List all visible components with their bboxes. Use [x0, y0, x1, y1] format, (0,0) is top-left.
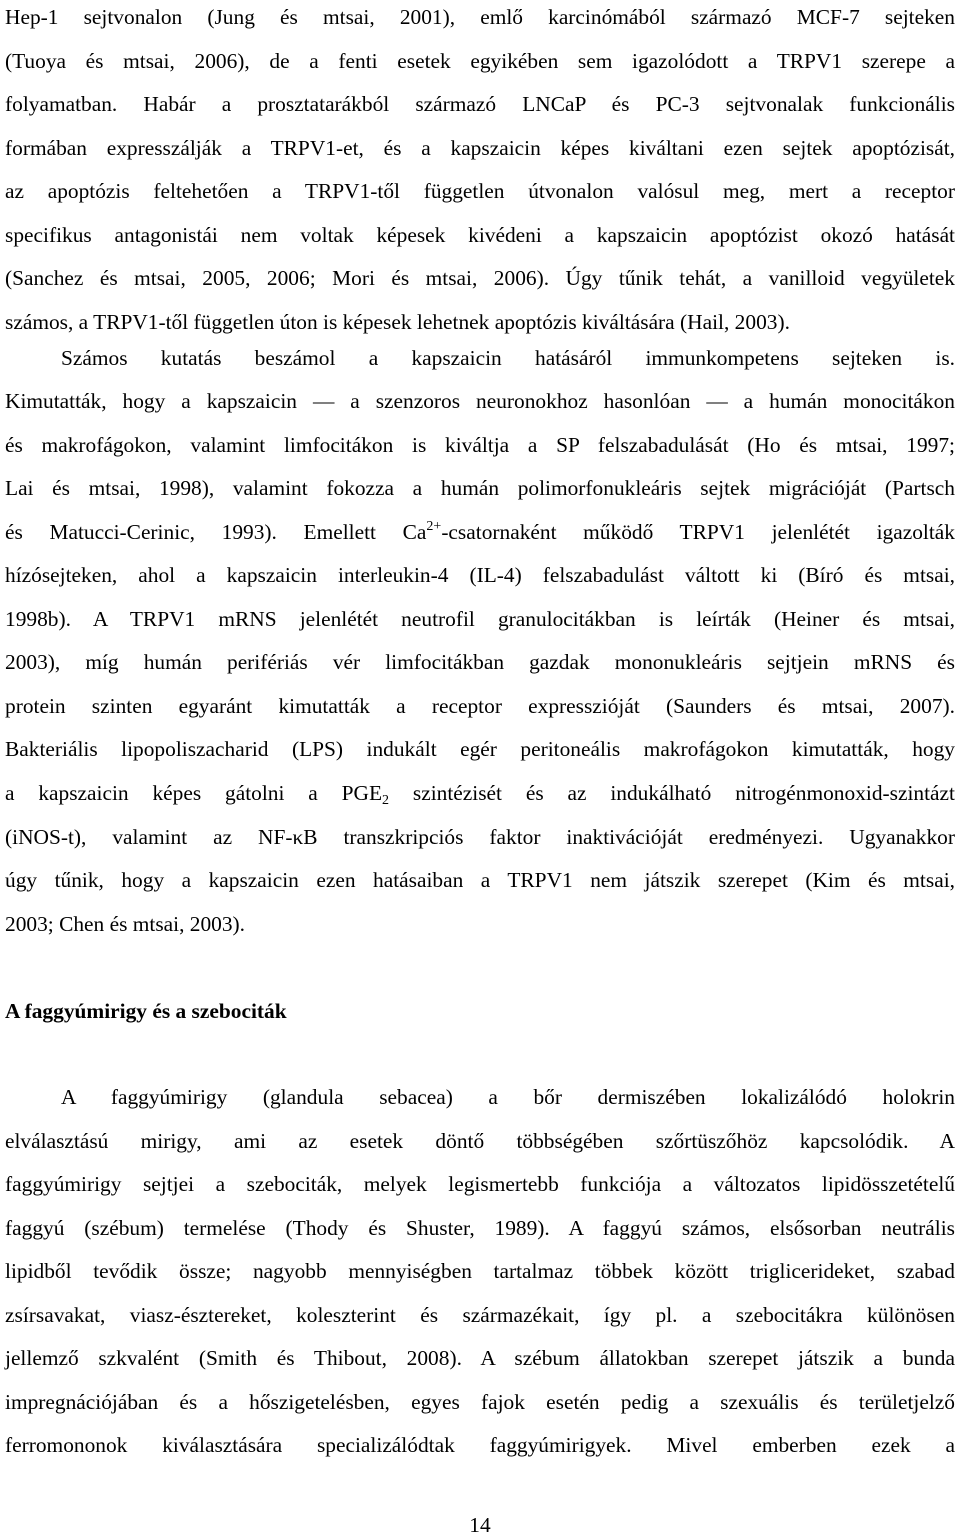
text-line: impregnációjában és a hőszigetelésben, egyes fajok esetén pedig a szexuális és területjelző: [5, 1389, 955, 1414]
text-line: formában expresszálják a TRPV1-et, és a kapszaicin képes kiváltani ezen sejtek apoptózisát,: [5, 135, 955, 160]
text-line: specifikus antagonistái nem voltak képesek kivédeni a kapszaicin apoptózist okozó hatását: [5, 222, 955, 247]
text-line: Hep-1 sejtvonalon (Jung és mtsai, 2001), emlő karcinómából származó MCF-7 sejteken: [5, 5, 955, 29]
text-line: Számos kutatás beszámol a kapszaicin hatásáról immunkompetens sejteken is.: [61, 345, 955, 370]
text-line: ferromononok kiválasztására specializálódtak faggyúmirigyek. Mivel emberben ezek a: [5, 1433, 955, 1458]
text-segment: szintézisét és az indukálható nitrogénmonoxid-szintázt: [389, 780, 955, 805]
superscript: 2+: [426, 518, 442, 534]
text-line: (iNOS-t), valamint az NF-κB transzkripciós faktor inaktivációját eredményezi. Ugyanakkor: [5, 824, 955, 849]
text-line: számos, a TRPV1-től független úton is képesek lehetnek apoptózis kiváltására (Hail, 2003).: [5, 309, 790, 334]
paragraph-apoptosis: [5, 0, 955, 344]
paragraph-sebaceous-gland: [5, 1076, 955, 1468]
text-line: jellemző szkvalént (Smith és Thibout, 2008). A szébum állatokban szerepet játszik a bunda: [5, 1346, 955, 1371]
text-line: folyamatban. Habár a prosztatarákból származó LNCaP és PC-3 sejtvonalak funkcionális: [5, 92, 955, 117]
text-line: elválasztású mirigy, ami az esetek döntő többségében szőrtüszőhöz kapcsolódik. A: [5, 1128, 955, 1153]
text-line: zsírsavakat, viasz-észtereket, koleszterint és származékait, így pl. a szebocitákra különösen: [5, 1302, 955, 1327]
paragraph-immune-cells: [5, 337, 955, 947]
text-line: Lai és mtsai, 1998), valamint fokozza a humán polimorfonukleáris sejtek migrációját (Partsch: [5, 476, 955, 501]
text-line: lipidből tevődik össze; nagyobb mennyiségben tartalmaz többek között triglicerideket, szabad: [5, 1259, 955, 1284]
text-line: faggyúmirigy sejtjei a szebociták, melyek legismertebb funkciója a változatos lipidösszetételű: [5, 1172, 955, 1197]
text-segment: a kapszaicin képes gátolni a PGE: [5, 780, 383, 805]
text-line-pge2: [5, 772, 955, 816]
text-line: 1998b). A TRPV1 mRNS jelenlétét neutrofil granulocitákban is leírták (Heiner és mtsai,: [5, 606, 955, 631]
text-line: 2003), míg humán perifériás vér limfocitákban gazdak mononukleáris sejtjein mRNS és: [5, 650, 955, 675]
text-line: úgy tűnik, hogy a kapszaicin ezen hatásaiban a TRPV1 nem játszik szerepet (Kim és mtsai,: [5, 868, 955, 893]
text-line: 2003; Chen és mtsai, 2003).: [5, 911, 246, 936]
text-segment: -csatornaként működő TRPV1 jelenlétét igazolták: [441, 519, 955, 544]
text-line: faggyú (szébum) termelése (Thody és Shuster, 1989). A faggyú számos, elsősorban neutrális: [5, 1215, 955, 1240]
text-line: (Tuoya és mtsai, 2006), de a fenti esetek egyikében sem igazolódott a TRPV1 szerepe a: [5, 48, 955, 73]
text-line: hízósejteken, ahol a kapszaicin interleukin-4 (IL-4) felszabadulást váltott ki (Bíró és mtsai,: [5, 563, 955, 588]
text-line: (Sanchez és mtsai, 2005, 2006; Mori és mtsai, 2006). Úgy tűnik tehát, a vanilloid vegyületek: [5, 266, 955, 291]
text-line: és makrofágokon, valamint limfocitákon is kiváltja a SP felszabadulását (Ho és mtsai, 1997;: [5, 432, 955, 457]
text-line-calcium: [5, 511, 955, 555]
text-line: Bakteriális lipopoliszacharid (LPS) indukált egér peritoneális makrofágokon kimutatták, hogy: [5, 737, 955, 762]
text-line: az apoptózis feltehetően a TRPV1-től független útvonalon valósul meg, mert a receptor: [5, 179, 955, 204]
page-number: 14: [469, 1513, 491, 1537]
text-line: Kimutatták, hogy a kapszaicin — a szenzoros neuronokhoz hasonlóan — a humán monocitákon: [5, 389, 955, 414]
section-heading: A faggyúmirigy és a szebociták: [5, 999, 287, 1023]
text-segment: és Matucci-Cerinic, 1993). Emellett Ca: [5, 519, 427, 544]
subscript: 2: [382, 792, 390, 808]
text-line: protein szinten egyaránt kimutatták a receptor expresszióját (Saunders és mtsai, 2007).: [5, 693, 955, 718]
text-line: A faggyúmirigy (glandula sebacea) a bőr dermiszében lokalizálódó holokrin: [61, 1085, 955, 1109]
